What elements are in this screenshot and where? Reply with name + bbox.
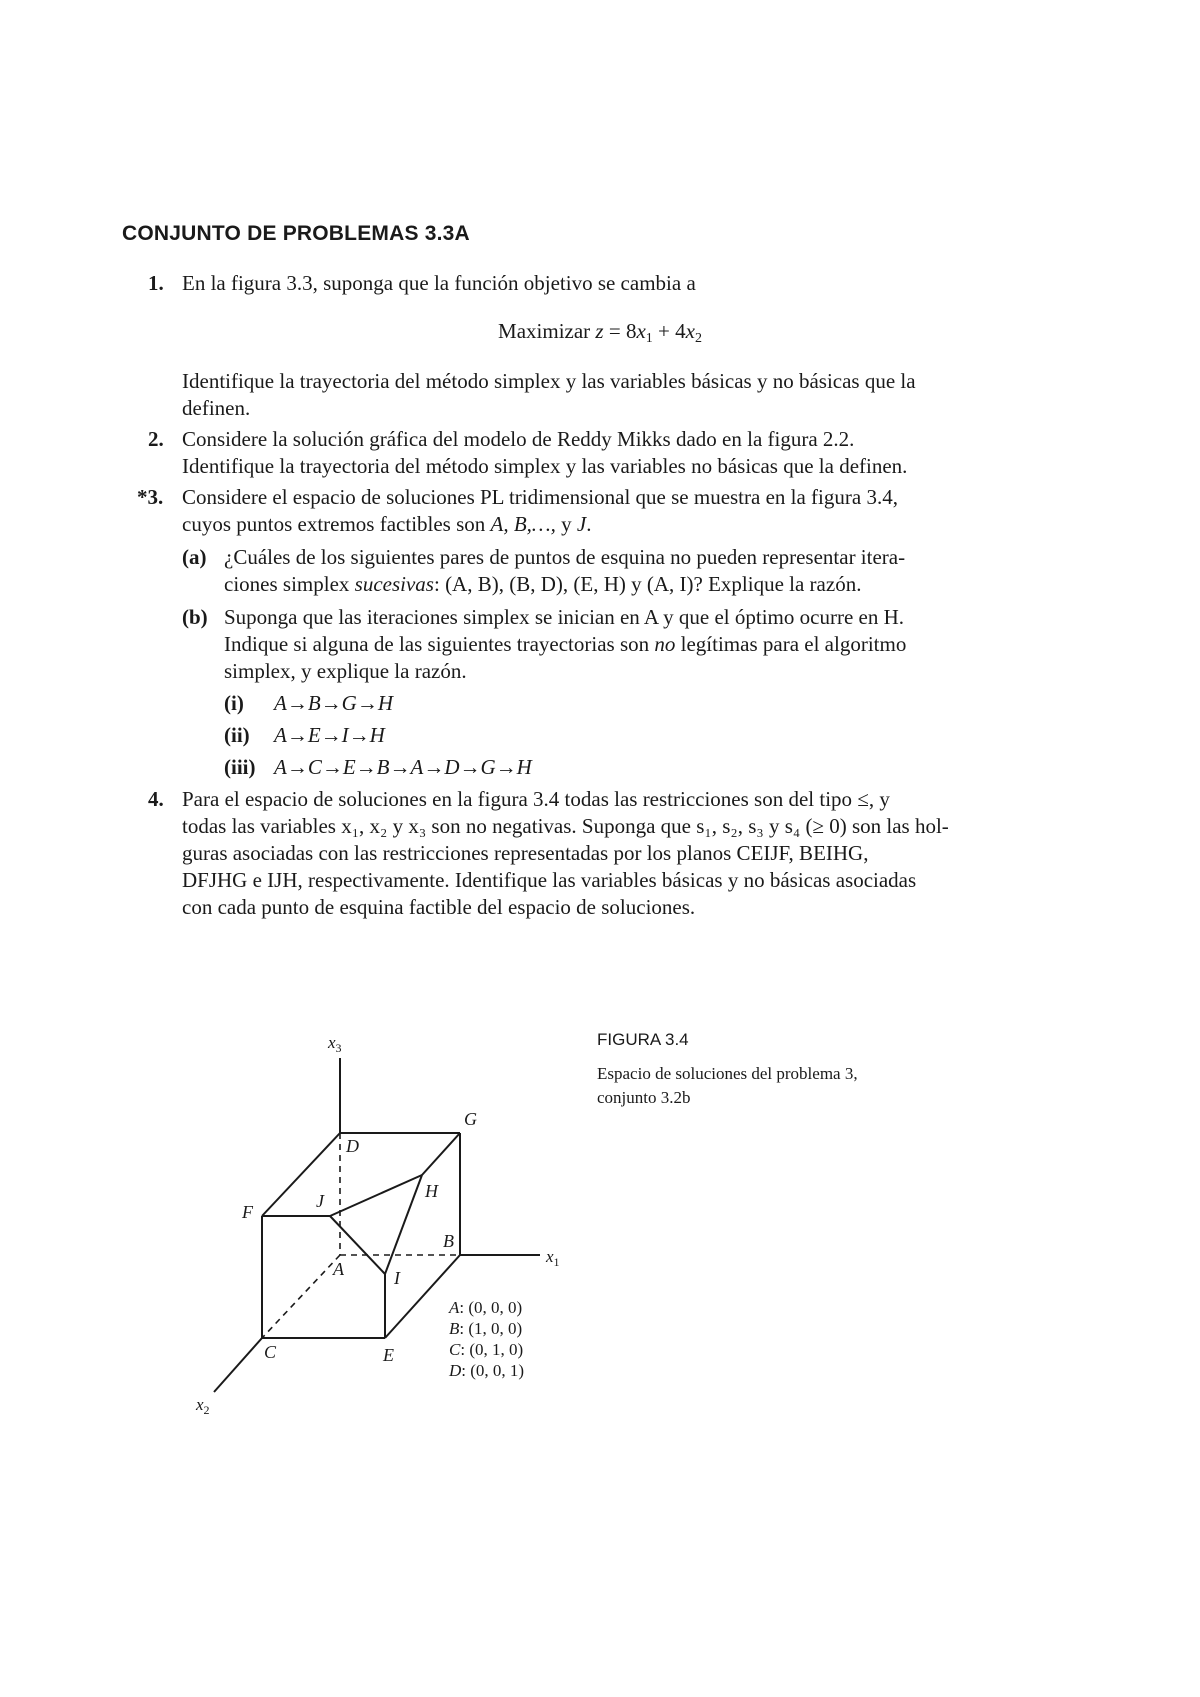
path-ii: A→E→I→H (274, 723, 385, 747)
problem-3-line-2-text: cuyos puntos extremos factibles son (182, 512, 491, 536)
problem-3b-line-2-em: no (654, 632, 676, 656)
point-label-E: E (383, 1345, 394, 1365)
point-label-C: C (264, 1342, 277, 1362)
problem-3b-line-1: Suponga que las iteraciones simplex se inician en A y que el óptimo ocurre en H. (224, 605, 904, 629)
edge-J-H (330, 1175, 422, 1216)
point-label-J: J (316, 1191, 324, 1211)
problem-4-line-3: guras asociadas con las restricciones representadas por los planos CEIJF, BEIHG, (182, 841, 869, 865)
problem-3b-line-2-post: legítimas para el algoritmo (675, 632, 907, 656)
problem-3-line-2-y: y (555, 512, 577, 536)
edge-J-I (330, 1216, 385, 1274)
problem-3a-line-2-text: ciones simplex (224, 572, 355, 596)
problem-2-number: 2. (148, 427, 164, 451)
problem-4-number: 4. (148, 787, 164, 811)
problem-3b-line-2 (224, 631, 906, 658)
problem-1-number: 1. (148, 271, 164, 295)
problem-4-line-2: todas las variables x₁, x₂ y x₃ son no negativas. Suponga que s₁, s₂, s₃ y s₄ (≥ 0) son las hol- (182, 814, 949, 838)
objective-equation (0, 319, 1200, 347)
problem-4-line-1: Para el espacio de soluciones en la figura 3.4 todas las restricciones son del tipo ≤, y (182, 787, 890, 811)
path-iii: A→C→E→B→A→D→G→H (274, 755, 532, 779)
problem-3b-line-2-text: Indique si alguna de las siguientes trayectorias son (224, 632, 655, 656)
problem-3-line-2-vars: A, B,…, (490, 512, 556, 536)
equation-eq: = 8 (603, 319, 637, 343)
edge-D-F (262, 1133, 340, 1216)
problem-4-line-5: con cada punto de esquina factible del espacio de soluciones. (182, 895, 696, 919)
problem-1-line-2: Identifique la trayectoria del método simplex y las variables básicas y no básicas que la (182, 369, 916, 393)
edge-G-H (422, 1133, 460, 1175)
coord-C: C: (0, 1, 0) (449, 1340, 524, 1359)
problem-3a-line-2-em: sucesivas (354, 572, 434, 596)
equation-prefix: Maximizar (498, 319, 591, 343)
edge-E-B (385, 1255, 460, 1338)
hidden-edge-A-C (262, 1255, 340, 1338)
path-iii-label: (iii) (224, 755, 256, 779)
problem-2-line-2: Identifique la trayectoria del método simplex y las variables no básicas que la definen. (182, 454, 908, 478)
figure-title: FIGURA 3.4 (597, 1030, 689, 1049)
x2-axis (214, 1338, 262, 1392)
x1-axis-label: $x_1$ (546, 1247, 560, 1269)
problem-set-heading: CONJUNTO DE PROBLEMAS 3.3A (122, 222, 470, 245)
problem-3b-line-3: simplex, y explique la razón. (224, 659, 467, 683)
problem-3a-line-2 (224, 571, 861, 598)
problem-3a-line-2-pairs: : (A, B), (B, D), (E, H) y (A, I)? Explique la razón. (433, 572, 862, 596)
point-label-H: H (425, 1181, 438, 1201)
coord-B: B: (1, 0, 0) (449, 1319, 523, 1338)
x3-axis-label: $x_3$ (328, 1033, 342, 1055)
problem-1-line-3: definen. (182, 396, 251, 420)
path-ii-label: (ii) (224, 723, 250, 747)
problem-3a-line-1: ¿Cuáles de los siguientes pares de puntos de esquina no pueden representar itera- (224, 545, 906, 569)
problem-3-line-2 (182, 511, 591, 538)
point-label-G: G (464, 1109, 477, 1129)
problem-3a-label: (a) (182, 545, 207, 569)
problem-3-number: *3. (137, 485, 164, 509)
coord-D: D: (0, 0, 1) (449, 1361, 525, 1380)
path-i: A→B→G→H (274, 691, 393, 715)
problem-3b-label: (b) (182, 605, 208, 629)
coord-A: A: (0, 0, 0) (449, 1298, 523, 1317)
equation-x1-sub: 1 (645, 331, 653, 346)
equation-x2-sub: 2 (694, 331, 702, 346)
point-label-F: F (242, 1202, 253, 1222)
edge-H-I (385, 1175, 422, 1274)
equation-plus: + 4 (652, 319, 686, 343)
figure-caption (597, 1062, 977, 1110)
point-label-D: D (346, 1136, 359, 1156)
problem-2-line-1: Considere la solución gráfica del modelo de Reddy Mikks dado en la figura 2.2. (182, 427, 855, 451)
equation-x2: x (685, 319, 695, 343)
problem-1-line-1: En la figura 3.3, suponga que la función objetivo se cambia a (182, 271, 696, 295)
problem-3-line-2-end: . (586, 512, 592, 536)
point-label-I: I (394, 1268, 400, 1288)
point-label-A: A (333, 1259, 344, 1279)
problem-4-line-4: DFJHG e IJH, respectivamente. Identifique las variables básicas y no básicas asociadas (182, 868, 917, 892)
equation-z: z (595, 319, 604, 343)
problem-3-line-2-j: J (576, 512, 587, 536)
point-label-B: B (443, 1231, 454, 1251)
figure-caption-line-1: Espacio de soluciones del problema 3, (597, 1064, 858, 1083)
path-i-label: (i) (224, 691, 244, 715)
x2-axis-label: $x_2$ (196, 1395, 210, 1417)
problem-3-line-1: Considere el espacio de soluciones PL tridimensional que se muestra en la figura 3.4, (182, 485, 898, 509)
equation-x1: x (636, 319, 646, 343)
figure-caption-line-2: conjunto 3.2b (597, 1088, 691, 1107)
